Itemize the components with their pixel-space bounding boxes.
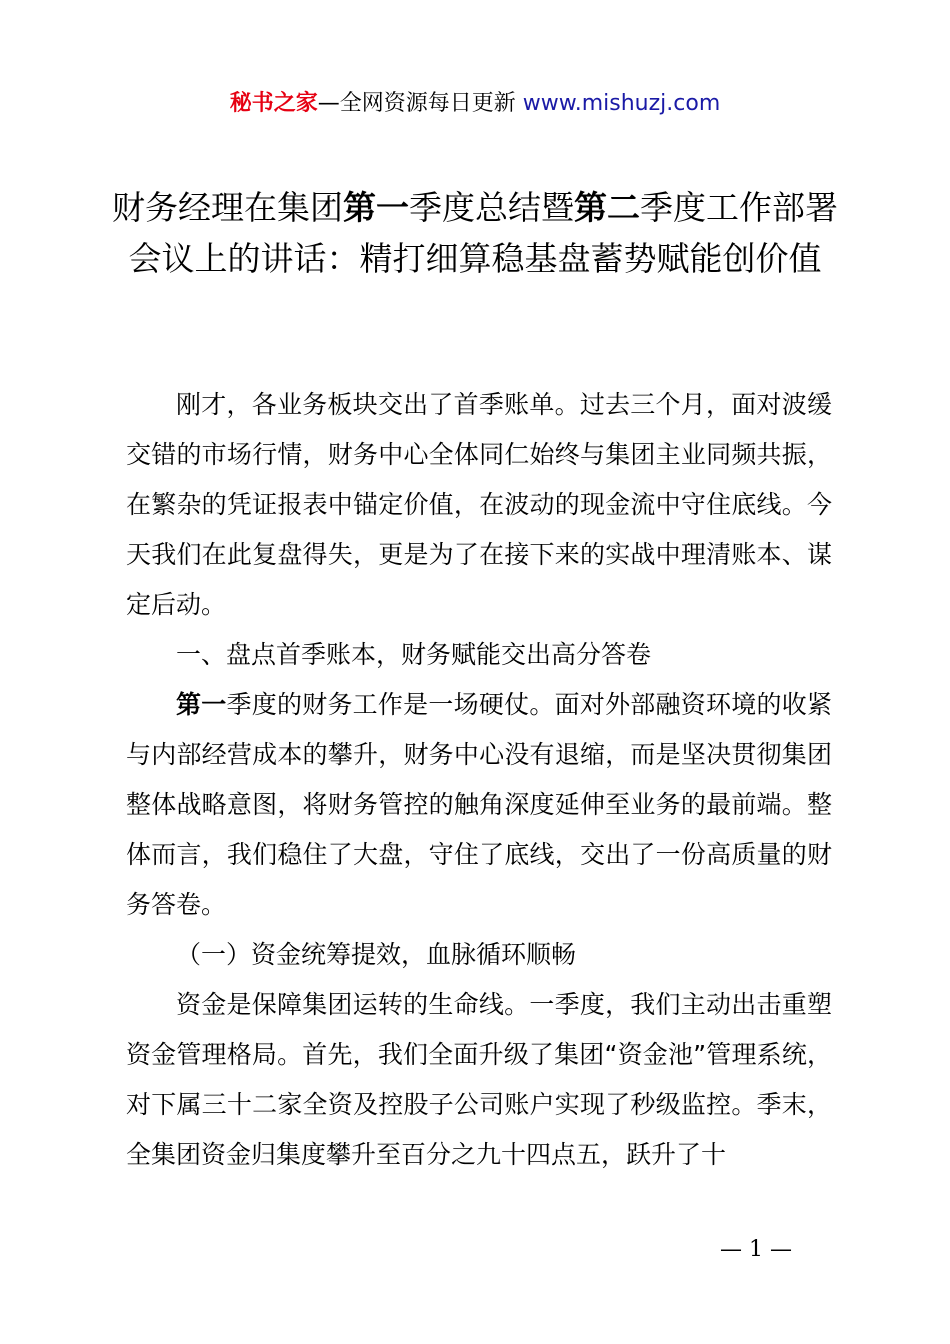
page-number: — 1 — [720, 1237, 792, 1262]
site-brand: 秘书之家 [229, 91, 318, 116]
document-body [126, 380, 832, 1180]
paragraph-q1-text: 季度的财务工作是一场硬仗。面对外部融资环境的收紧与内部经营成本的攀升，财务中心没有退缩，而是坚决贯彻集团整体战略意图，将财务管控的触角深度延伸至业务的最前端。整体而言，我们稳住了大盘，守住了底线，交出了一份高质量的财务答卷。 [126, 690, 832, 919]
title-bold-2: 第二 [574, 188, 640, 227]
title-bold-1: 第一 [343, 188, 409, 227]
subsection-heading-1: （一）资金统筹提效，血脉循环顺畅 [176, 940, 577, 969]
title-part-3: 季度工作部署会议上的讲话：精打细算稳基盘蓄势赋能创价值 [128, 188, 838, 278]
document-title [110, 182, 840, 284]
section-heading-1: 一、盘点首季账本，财务赋能交出高分答卷 [176, 640, 652, 669]
site-url-link[interactable]: www.mishuzj.com [522, 91, 721, 116]
paragraph-q1-bold: 第一 [176, 690, 227, 719]
title-part-1: 财务经理在集团 [112, 188, 343, 227]
site-tagline: —全网资源每日更新 [317, 91, 516, 116]
site-header [0, 88, 950, 120]
paragraph-funds: 资金是保障集团运转的生命线。一季度，我们主动出击重塑资金管理格局。首先，我们全面升级了集团“资金池”管理系统，对下属三十二家全资及控股子公司账户实现了秒级监控。季末，全集团资金归集度攀升至百分之九十四点五，跃升了十 [126, 990, 832, 1169]
title-part-2: 季度总结暨 [409, 188, 574, 227]
paragraph-intro: 刚才，各业务板块交出了首季账单。过去三个月，面对波缓交错的市场行情，财务中心全体同仁始终与集团主业同频共振，在繁杂的凭证报表中锚定价值，在波动的现金流中守住底线。今天我们在此复盘得失，更是为了在接下来的实战中理清账本、谋定后动。 [126, 390, 832, 619]
paragraph-q1-overview [126, 680, 832, 930]
